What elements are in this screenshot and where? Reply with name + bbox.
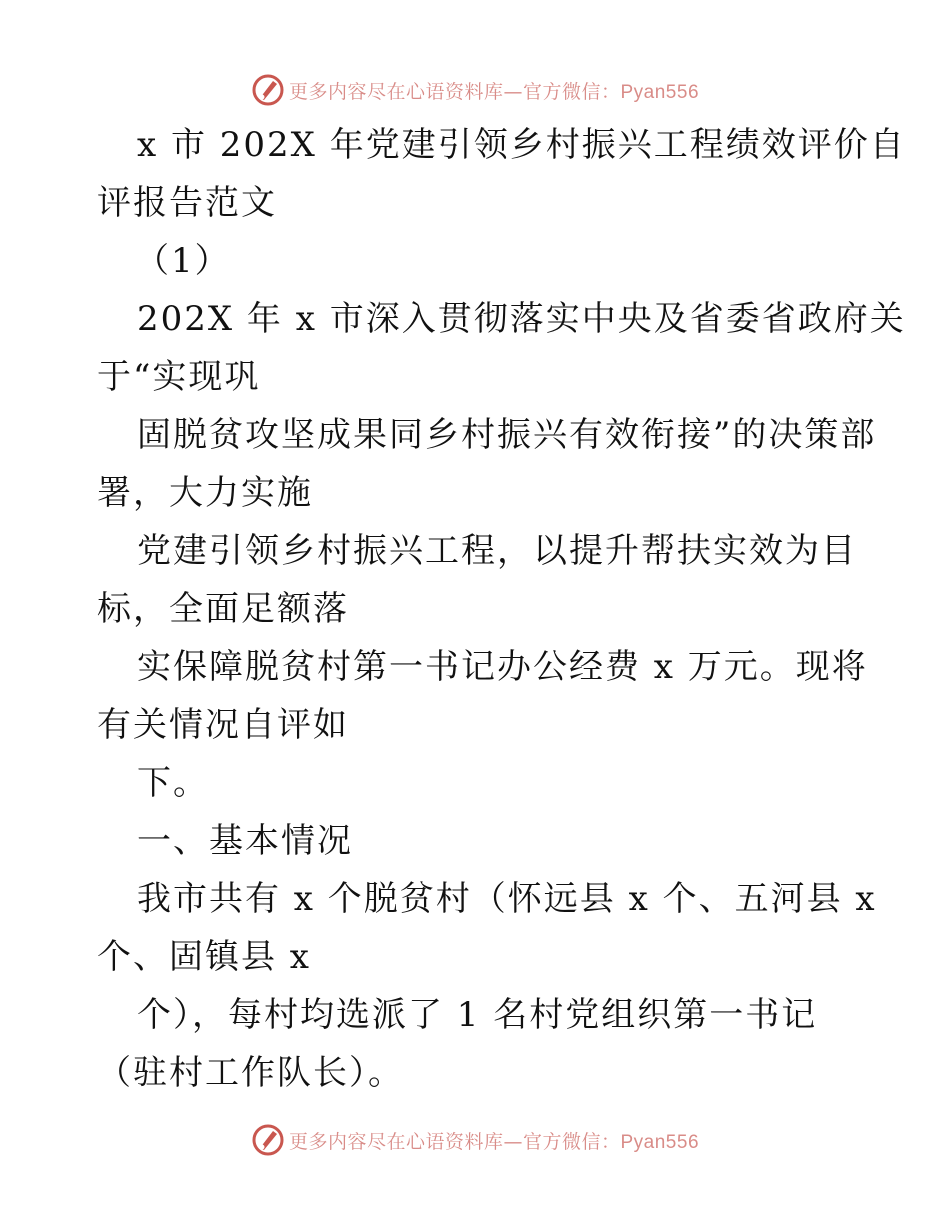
section-number: （1）: [135, 241, 231, 281]
title-line-2: 评报告范文: [97, 183, 277, 223]
header-watermark-banner: [0, 70, 950, 110]
document-body: [97, 116, 906, 1102]
paragraph-line: 实保障脱贫村第一书记办公经费 x 万元。现将: [137, 647, 868, 687]
paragraph-line: 标，全面足额落: [97, 589, 349, 629]
quill-logo-icon: [251, 1123, 285, 1157]
paragraph-line: 202X 年 x 市深入贯彻落实中央及省委省政府关: [137, 299, 906, 339]
paragraph-line: 固脱贫攻坚成果同乡村振兴有效衔接”的决策部: [137, 415, 877, 455]
section-heading: 一、基本情况: [137, 821, 353, 861]
paragraph-line: 个），每村均选派了 1 名村党组织第一书记: [137, 995, 818, 1035]
paragraph-line: 于“实现巩: [97, 357, 261, 397]
paragraph-line: 个、固镇县 x: [97, 937, 311, 977]
paragraph-line: 我市共有 x 个脱贫村（怀远县 x 个、五河县 x: [137, 879, 877, 919]
footer-watermark-banner: [0, 1120, 950, 1160]
paragraph-line: 党建引领乡村振兴工程，以提升帮扶实效为目: [137, 531, 857, 571]
paragraph-line: （驻村工作队长）。: [97, 1053, 404, 1093]
watermark-group: [251, 1123, 699, 1157]
quill-logo-icon: [251, 73, 285, 107]
watermark-text: 更多内容尽在心语资料库—官方微信：Pyan556: [288, 80, 700, 103]
paragraph-line: 有关情况自评如: [97, 705, 349, 745]
paragraph-line: 下。: [137, 763, 209, 803]
title-line-1: x 市 202X 年党建引领乡村振兴工程绩效评价自: [137, 125, 906, 165]
watermark-text: 更多内容尽在心语资料库—官方微信：Pyan556: [288, 1130, 700, 1153]
paragraph-line: 署，大力实施: [97, 473, 313, 513]
watermark-group: [251, 73, 699, 107]
